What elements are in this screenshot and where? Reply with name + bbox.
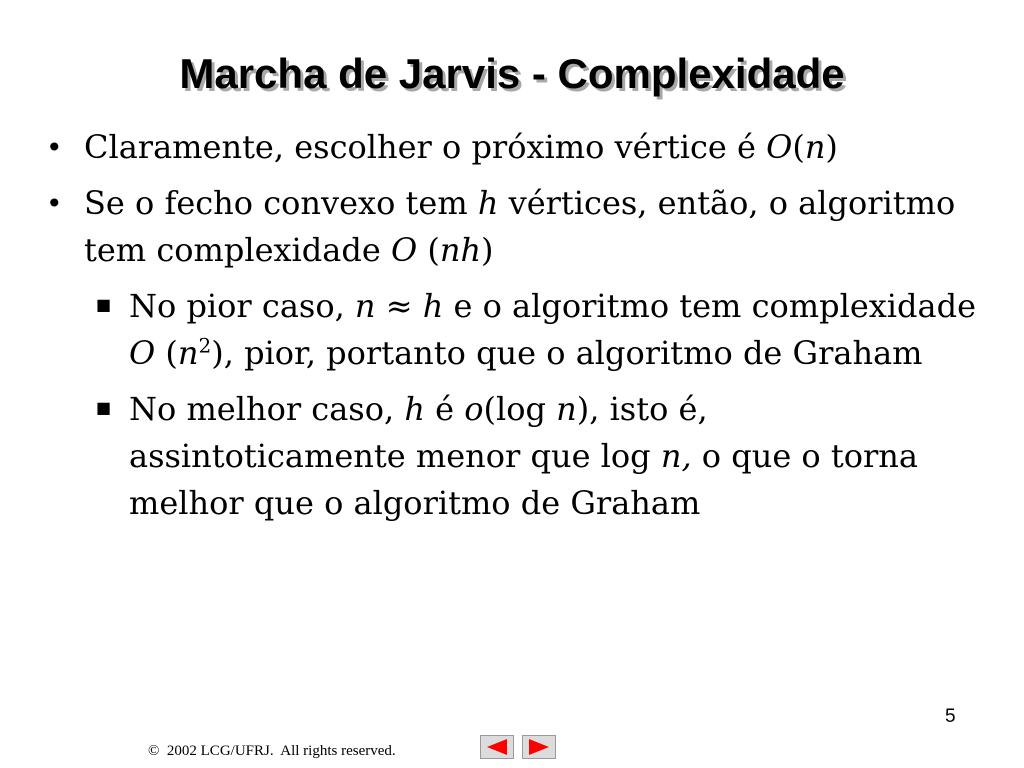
bullet-text-segment: n	[177, 334, 199, 372]
copyright-notice: © 2002 LCG/UFRJ. All rights reserved.	[148, 743, 396, 759]
bullet-text-segment: )	[481, 231, 494, 269]
page-number: 5	[945, 706, 956, 727]
bullet-dot-icon: •	[46, 187, 63, 220]
bullet-text-segment: vértices, então, o algoritmo tem complexidade	[84, 184, 956, 269]
bullet-text-segment: O	[129, 334, 156, 372]
bullet-text-segment: é	[424, 390, 465, 428]
bullet-text-segment: n	[556, 390, 577, 428]
bullet-text-segment: n,	[660, 437, 692, 475]
bullet-item	[44, 180, 994, 274]
bullet-text-segment: o	[464, 390, 484, 428]
bullet-square-icon: ■	[96, 295, 112, 314]
bullet-text-segment: )	[825, 128, 838, 166]
bullet-text-segment: Claramente, escolher o próximo vértice é	[84, 128, 767, 166]
bullet-text-segment: (	[155, 334, 178, 372]
bullet-text-segment: O	[766, 128, 793, 166]
bullet-text-segment: No melhor caso,	[129, 390, 405, 428]
next-slide-button[interactable]	[522, 735, 556, 759]
bullet-text-segment: n	[354, 287, 376, 325]
bullet-text-segment: 2	[198, 333, 212, 358]
bullet-text-segment: Se o fecho convexo tem	[84, 184, 478, 222]
bullet-text-segment: ), isto é, assintoticamente menor que log	[129, 390, 708, 475]
bullet-dot-icon: •	[46, 131, 63, 164]
bullet-text-segment: (	[792, 128, 805, 166]
bullet-text-segment: n	[804, 128, 826, 166]
bullet-text-segment: nh	[439, 231, 482, 269]
bullet-text-segment: h	[422, 287, 444, 325]
bullet-text-segment: (	[417, 231, 440, 269]
bullet-text-segment: h	[404, 390, 425, 428]
bullet-text-segment: No pior caso,	[129, 287, 355, 325]
slide-title: Marcha de Jarvis - Complexidade	[179, 50, 845, 97]
bullet-item	[44, 386, 994, 527]
bullet-text-segment: ), pior, portanto que o algoritmo de Graham	[211, 334, 923, 372]
bullet-text-segment: ≈	[375, 287, 423, 325]
arrow-right-icon	[523, 736, 555, 758]
bullet-square-icon: ■	[96, 398, 112, 417]
bullet-list	[44, 124, 994, 536]
bullet-text-segment: h	[477, 184, 499, 222]
bullet-text-segment: O	[390, 231, 418, 269]
bullet-text-segment: (log	[483, 390, 557, 428]
bullet-item	[44, 124, 994, 171]
bullet-text-segment: e o algoritmo tem complexidade	[443, 287, 977, 325]
bullet-item	[44, 283, 994, 377]
previous-slide-button[interactable]	[480, 735, 514, 759]
bullet-text-segment: o que o torna melhor que o algoritmo de Graham	[129, 437, 918, 522]
arrow-left-icon	[481, 736, 513, 758]
